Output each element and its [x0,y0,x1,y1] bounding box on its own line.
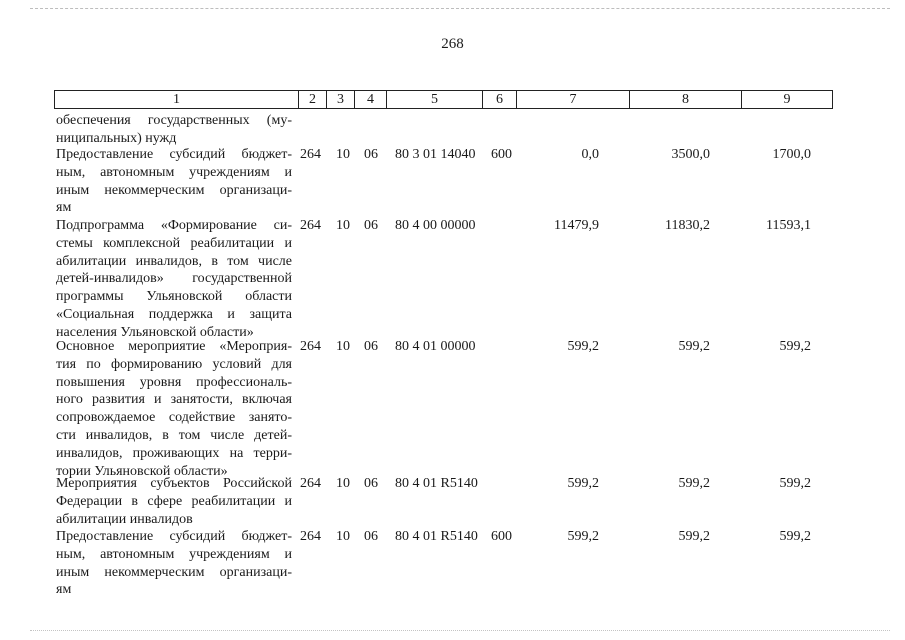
cell-c9: 11593,1 [766,218,811,233]
row-description [56,528,292,599]
description-line: Мероприятия субъектов Российской [56,476,292,491]
cell-c8: 599,2 [678,339,710,354]
cell-c9: 599,2 [779,339,811,354]
cell-c5: 80 4 01 00000 [395,339,476,354]
description-line: Федерации в сфере реабилитации и [56,493,292,509]
cell-c7: 0,0 [581,147,599,162]
description-line: Предоставление субсидий бюджет- [56,529,292,544]
cell-c8: 3500,0 [671,147,710,162]
cell-c7: 11479,9 [554,218,599,233]
cell-c3: 10 [336,339,350,354]
cell-c3: 10 [336,529,350,544]
row-description [56,217,292,342]
header-col-5: 5 [387,91,483,108]
row-description [56,475,292,528]
cell-c7: 599,2 [567,476,599,491]
cell-c4: 06 [364,147,378,162]
cell-c3: 10 [336,147,350,162]
header-col-9: 9 [783,92,791,107]
cell-c4: 06 [364,529,378,544]
cell-c4: 06 [364,218,378,233]
description-line: ям [56,582,72,598]
description-line: ного развития и занятости, включая [56,392,292,408]
header-col-3: 3 [327,91,355,108]
description-line: программы Ульяновской области [56,289,292,305]
cell-c7: 599,2 [567,339,599,354]
description-line: абилитации инвалидов [56,511,193,527]
cell-c8: 599,2 [678,476,710,491]
cell-c8: 11830,2 [665,218,710,233]
header-col-6: 6 [483,91,517,108]
header-col-8: 8 [630,91,742,108]
cell-c4: 06 [364,476,378,491]
cell-c2: 264 [300,218,321,233]
description-line: ным, автономным учреждениям и [56,546,292,562]
description-line: иным некоммерческим организаци- [56,564,292,580]
description-line: тории Ульяновской области» [56,463,228,479]
description-line: сопровождаемое содействие занято- [56,410,292,426]
description-line: обеспечения государственных (му- [56,113,292,128]
description-line: стемы комплексной реабилитации и [56,235,292,251]
cell-c3: 10 [336,476,350,491]
header-col-1: 1 [55,91,299,108]
header-col-7: 7 [517,91,630,108]
page-number: 268 [441,36,464,52]
scan-edge-bottom [30,630,890,631]
description-line: абилитации инвалидов, в том числе [56,253,292,269]
description-line: ниципальных) нужд [56,130,177,146]
cell-c5: 80 3 01 14040 [395,147,476,162]
cell-c9: 599,2 [779,476,811,491]
description-line: сти инвалидов, в том числе детей- [56,427,292,443]
cell-c3: 10 [336,218,350,233]
description-line: Подпрограмма «Формирование си- [56,218,292,233]
cell-c2: 264 [300,147,321,162]
description-line: Предоставление субсидий бюджет- [56,147,292,162]
row-description [56,338,292,480]
description-line: ным, автономным учреждениям и [56,164,292,180]
row-description [56,112,292,148]
description-line: ям [56,200,72,216]
cell-c2: 264 [300,476,321,491]
cell-c8: 599,2 [678,529,710,544]
description-line: Основное мероприятие «Мероприя- [56,339,292,354]
description-line: населения Ульяновской области» [56,324,254,340]
cell-c5: 80 4 01 R5140 [395,476,478,491]
cell-c6: 600 [491,529,512,544]
cell-c7: 599,2 [567,529,599,544]
header-col-4: 4 [355,91,387,108]
row-description [56,146,292,217]
cell-c9: 1700,0 [772,147,811,162]
cell-c9: 599,2 [779,529,811,544]
description-line: детей-инвалидов» государственной [56,271,292,287]
description-line: иным некоммерческим организаци- [56,182,292,198]
description-line: повышения уровня профессиональ- [56,374,292,390]
description-line: тия по формированию условий для [56,356,292,372]
description-line: инвалидов, проживающих на терри- [56,445,292,461]
table-header [54,90,833,109]
description-line: «Социальная поддержка и защита [56,306,292,322]
cell-c4: 06 [364,339,378,354]
cell-c5: 80 4 01 R5140 [395,529,478,544]
cell-c2: 264 [300,339,321,354]
cell-c2: 264 [300,529,321,544]
cell-c5: 80 4 00 00000 [395,218,476,233]
cell-c6: 600 [491,147,512,162]
scan-edge-top [30,8,890,9]
header-col-2: 2 [299,91,327,108]
